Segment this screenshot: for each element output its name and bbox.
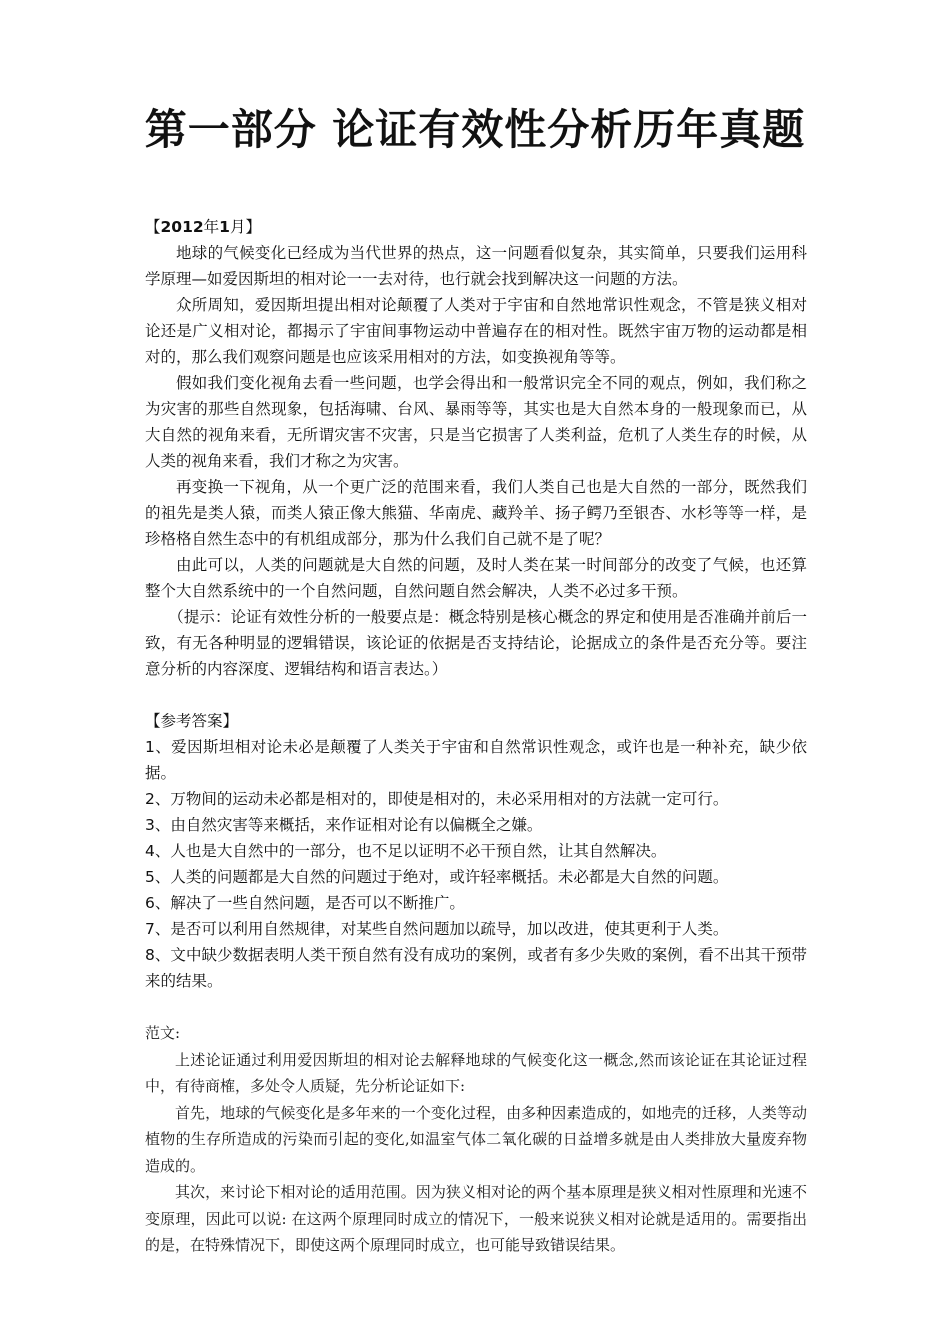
essay-paragraph: 上述论证通过利用爱因斯坦的相对论去解释地球的气候变化这一概念,然而该论证在其论证过程中，有待商榷，多处令人质疑，先分析论证如下: xyxy=(145,1050,807,1095)
hint-paragraph: （提示：论证有效性分析的一般要点是：概念特别是核心概念的界定和使用是否准确并前后一致，有无各种明显的逻辑错误，该论证的依据是否支持结论，论据成立的条件是否充分等。要注意分析的内容深度、逻辑结构和语言表达。） xyxy=(145,608,807,678)
page-title: 第一部分 论证有效性分析历年真题 xyxy=(144,105,806,154)
answer-list xyxy=(145,734,807,994)
essay-section xyxy=(145,1020,807,1259)
answer-item: 8、文中缺少数据表明人类干预自然有没有成功的案例，或者有多少失败的案例，看不出其干预带来的结果。 xyxy=(145,946,807,990)
spacer xyxy=(145,682,807,708)
answer-item: 4、人也是大自然中的一部分，也不足以证明不必干预自然，让其自然解决。 xyxy=(145,842,667,860)
heading-bracket-open: 【 xyxy=(145,218,161,236)
answer-item: 3、由自然灾害等来概括，来作证相对论有以偏概全之嫌。 xyxy=(145,816,543,834)
prompt-paragraph: 由此可以，人类的问题就是大自然的问题，及时人类在某一时间部分的改变了气候，也还算整个大自然系统中的一个自然问题，自然问题自然会解决，人类不必过多干预。 xyxy=(145,556,807,600)
prompt-paragraph: 假如我们变化视角去看一些问题，也学会得出和一般常识完全不同的观点，例如，我们称之为灾害的那些自然现象，包括海啸、台风、暴雨等等，其实也是大自然本身的一般现象而已，从大自然的视角来看，无所谓灾害不灾害，只是当它损害了人类利益，危机了人类生存的时候，从人类的视角来看，我们才称之为灾害。 xyxy=(145,374,807,470)
essay-paragraph: 首先，地球的气候变化是多年来的一个变化过程，由多种因素造成的，如地壳的迁移，人类等动植物的生存所造成的污染而引起的变化,如温室气体二氧化碳的日益增多就是由人类排放大量废弃物造成的。 xyxy=(145,1103,807,1175)
prompt-paragraph: 地球的气候变化已经成为当代世界的热点，这一问题看似复杂，其实简单，只要我们运用科学原理—如爱因斯坦的相对论一一去对待，也行就会找到解决这一问题的方法。 xyxy=(145,244,807,288)
heading-bracket-close: 】 xyxy=(245,218,261,236)
heading-year: 2012 xyxy=(160,218,204,236)
essay-paragraph: 其次，来讨论下相对论的适用范围。因为狭义相对论的两个基本原理是狭义相对性原理和光速不变原理，因此可以说: 在这两个原理同时成立的情况下，一般来说狭义相对论就是适用的。需要指出的是，在特殊情况下，即使这两个原理同时成立，也可能导致错误结果。 xyxy=(145,1183,807,1254)
answer-item: 5、人类的问题都是大自然的问题过于绝对，或许轻率概括。未必都是大自然的问题。 xyxy=(145,868,729,886)
document-body xyxy=(145,214,807,1259)
answer-item: 2、万物间的运动未必都是相对的，即使是相对的，未必采用相对的方法就一定可行。 xyxy=(145,790,729,808)
prompt-paragraph: 众所周知，爱因斯坦提出相对论颠覆了人类对于宇宙和自然地常识性观念，不管是狭义相对论还是广义相对论，都揭示了宇宙间事物运动中普遍存在的相对性。既然宇宙万物的运动都是相对的，那么我们观察问题是也应该采用相对的方法，如变换视角等等。 xyxy=(145,296,807,366)
heading-month-unit: 月 xyxy=(229,218,246,236)
prompt-paragraph: 再变换一下视角，从一个更广泛的范围来看，我们人类自己也是大自然的一部分，既然我们的祖先是类人猿，而类人猿正像大熊猫、华南虎、藏羚羊、扬子鳄乃至银杏、水杉等等一样，是珍格格自然生态中的有机组成部分，那为什么我们自己就不是了呢？ xyxy=(145,478,807,548)
section-heading xyxy=(145,214,807,240)
essay-label: 范文: xyxy=(145,1024,181,1042)
answer-item: 1、爱因斯坦相对论未必是颠覆了人类关于宇宙和自然常识性观念，或许也是一种补充，缺少依据。 xyxy=(145,738,807,782)
spacer xyxy=(145,994,807,1020)
prompt-text xyxy=(145,240,807,682)
heading-year-unit: 年 xyxy=(203,218,220,236)
answer-item: 6、解决了一些自然问题，是否可以不断推广。 xyxy=(145,894,465,912)
answer-item: 7、是否可以利用自然规律，对某些自然问题加以疏导，加以改进，使其更利于人类。 xyxy=(145,920,729,938)
heading-month: 1 xyxy=(219,218,230,236)
answer-heading: 【参考答案】 xyxy=(145,712,239,730)
